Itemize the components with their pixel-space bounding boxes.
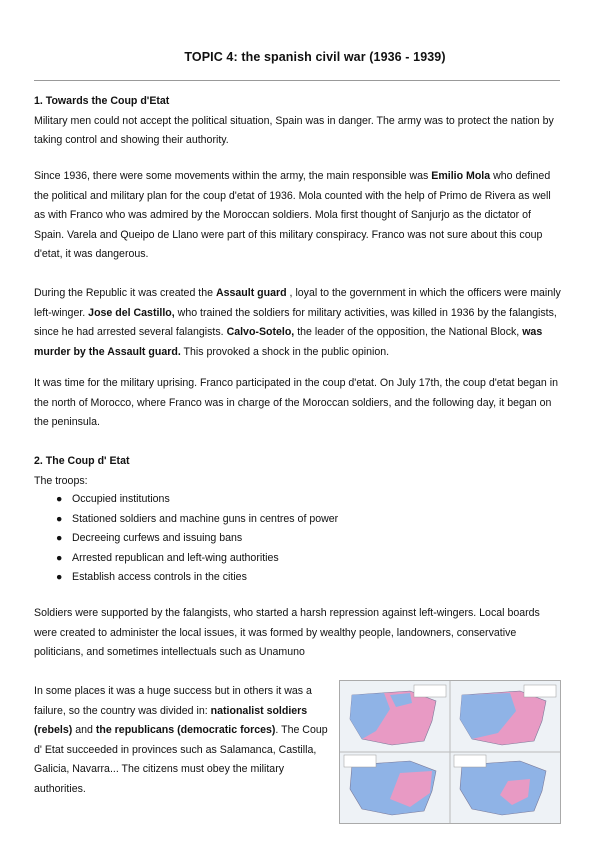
text-run: who trained the soldiers for military activities, was killed in 1936 by the falangists, since he had arrested several falangists. <box>34 306 557 339</box>
section1-paragraph-2 <box>34 167 562 265</box>
text-run: the leader of the opposition, the National Block, <box>294 326 523 339</box>
text-run: . The Coup d' Etat succeeded in provinces such as Salamanca, Castilla, Galicia, Navarra... The citizens must obey the military authorities. <box>34 724 328 795</box>
section2-intro: The troops: <box>34 474 88 487</box>
map-legend <box>454 755 486 767</box>
section1-block <box>34 92 562 151</box>
section1-paragraph-3 <box>34 284 562 362</box>
text-run: and <box>72 724 96 737</box>
bold-murder-assault-guard: was murder by the Assault guard. <box>34 326 543 358</box>
list-item <box>34 549 554 569</box>
text-run: This provoked a shock in the public opinion. <box>180 345 390 358</box>
section2-heading: 2. The Coup d' Etat <box>34 455 130 467</box>
map-legend <box>414 685 446 697</box>
bold-assault-guard: Assault guard <box>215 287 287 299</box>
text-run: During the Republic it was created the <box>34 287 216 299</box>
bullet-icon: ● <box>56 532 63 545</box>
section1-paragraph-1: Military men could not accept the political situation, Spain was in danger. The army was to protect the nation by taking control and showing their authority. <box>34 114 554 147</box>
map-legend <box>524 685 556 697</box>
section2-paragraph-2 <box>34 682 330 800</box>
text-run: Since 1936, there were some movements within the army, the main responsible was <box>34 170 432 182</box>
list-item-text: Stationed soldiers and machine guns in centres of power <box>72 512 339 525</box>
list-item-text: Occupied institutions <box>72 493 170 505</box>
bold-calvo-sotelo: Calvo-Sotelo, <box>226 326 295 339</box>
section2-paragraph-1: Soldiers were supported by the falangists, who started a harsh repression against left-wingers. Local boards were created to administer the local issues, it was formed by wealthy people, landowners, conservative politicians, and sometimes intellectuals such as Unamuno <box>34 607 540 659</box>
bold-nationalist-soldiers: nationalist soldiers (rebels) <box>34 704 308 737</box>
troops-list <box>34 490 554 588</box>
bold-republicans: the republicans (democratic forces) <box>95 724 276 737</box>
list-item <box>34 490 554 510</box>
section1-heading: 1. Towards the Coup d'Etat <box>34 95 170 107</box>
text-run: In some places it was a huge success but in others it was a failure, so the country was divided in: <box>34 685 312 717</box>
list-item <box>34 529 554 549</box>
bullet-icon: ● <box>56 493 63 505</box>
list-item <box>34 568 554 588</box>
list-item-text: Arrested republican and left-wing authorities <box>72 551 279 564</box>
bullet-icon: ● <box>56 512 63 525</box>
bullet-icon: ● <box>56 551 63 564</box>
section1-paragraph-4: It was time for the military uprising. Franco participated in the coup d'etat. On July 17th, the coup d'etat began in the north of Morocco, where Franco was in charge of the Moroccan soldiers, and the following day, it began on the peninsula. <box>34 377 559 429</box>
text-run: , loyal to the government in which the officers were mainly left-winger. <box>34 287 561 319</box>
section2-block <box>34 452 562 491</box>
bullet-icon: ● <box>56 571 63 584</box>
civil-war-maps-figure <box>339 680 561 824</box>
nationalist-zone <box>460 761 546 815</box>
list-item-text: Establish access controls in the cities <box>72 571 247 584</box>
maps-svg <box>340 681 560 823</box>
title-divider <box>34 80 560 81</box>
page-title: TOPIC 4: the spanish civil war (1936 - 1939) <box>184 50 446 64</box>
bold-jose-del-castillo: Jose del Castillo, <box>88 306 175 319</box>
list-item <box>34 510 554 530</box>
list-item-text: Decreeing curfews and issuing bans <box>72 532 243 545</box>
text-run: who defined the political and military plan for the coup d'etat of 1936. Mola counted with the help of Primo de Rivera as well as with Franco who was admired by the Moroccan soldiers. Mola first thought of Sanjurjo as the dictator of Spain. Varela and Queipo de Llano were part of this military conspiracy. Franco was not sure about this coup d'etat, it was dangerous. <box>34 170 551 261</box>
bold-emilio-mola: Emilio Mola <box>431 170 491 182</box>
map-legend <box>344 755 376 767</box>
